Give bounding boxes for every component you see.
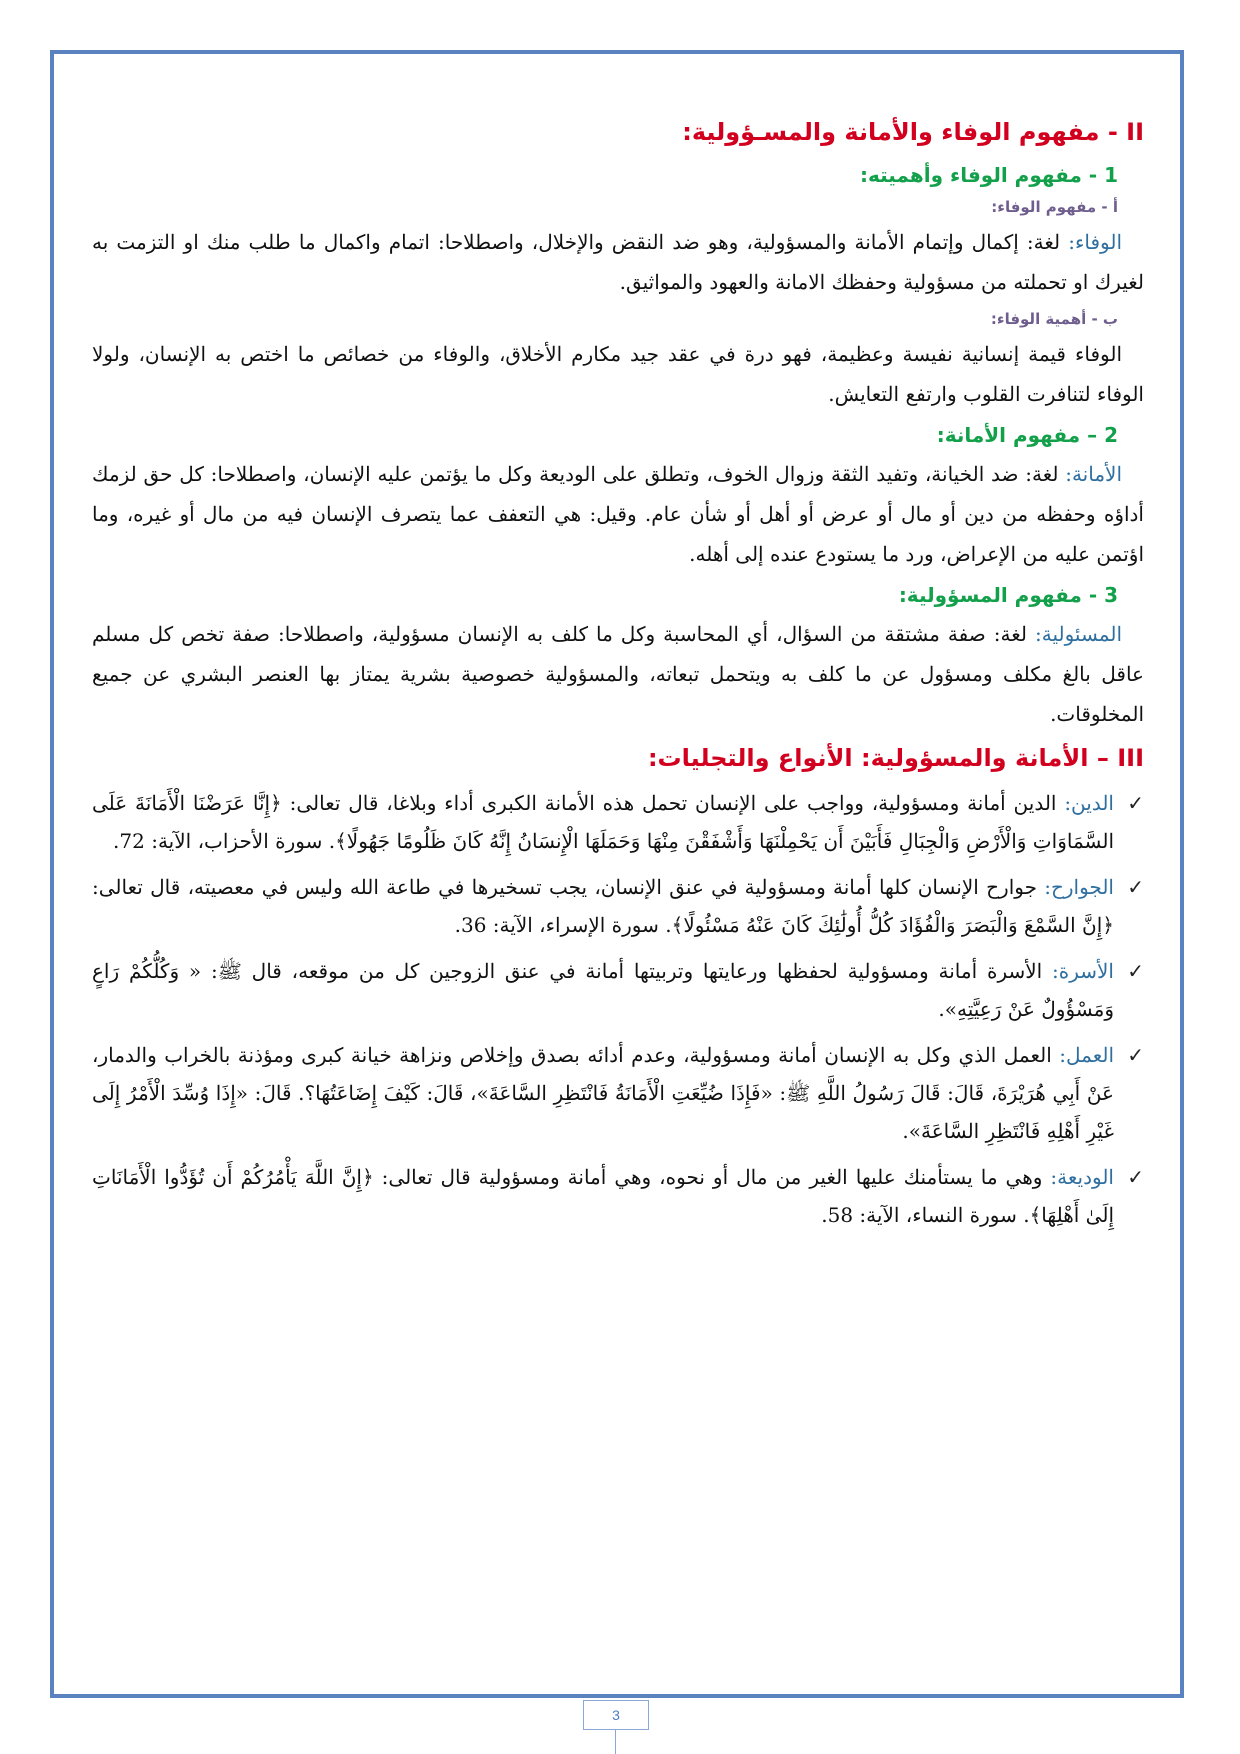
list-item-term: الأسرة:	[1052, 959, 1114, 983]
list-item	[92, 784, 1144, 860]
amana-definition-text: لغة: ضد الخيانة، وتفيد الثقة وزوال الخوف، وتطلق على الوديعة وكل ما يؤتمن عليه الإنسان، واصطلاحا: كل حق لزمك أداؤه وحفظه من دين أو مال أو عرض أو أهل أو شأن عام. وقيل: هي التعفف عما يتصرف الإنسان فيه من مال أو غيره، وما اؤتمن عليه من الإعراض، ورد ما يستودع عنده إلى أهله.	[92, 462, 1144, 566]
subsection-1a-title: أ - مفهوم الوفاء:	[991, 198, 1118, 216]
check-icon: ✓	[1127, 875, 1144, 899]
list-item-text: وهي ما يستأمنك عليها الغير من مال أو نحوه، وهي أمانة ومسؤولية قال تعالى: ﴿إِنَّ اللَّهَ يَأْمُرُكُمْ أَن تُؤَدُّوا الْأَمَانَاتِ إِلَىٰ أَهْلِهَا﴾. سورة النساء، الآية: 58.	[92, 1165, 1114, 1227]
list-item	[92, 952, 1144, 1028]
list-item-text: الدين أمانة ومسؤولية، وواجب على الإنسان تحمل هذه الأمانة الكبرى أداء وبلاغا، قال تعالى: ﴿إِنَّا عَرَضْنَا الْأَمَانَةَ عَلَى السَّمَاوَاتِ وَالْأَرْضِ وَالْجِبَالِ فَأَبَيْنَ أَن يَحْمِلْنَهَا وَأَشْفَقْنَ مِنْهَا وَحَمَلَهَا الْإِنسَانُ إِنَّهُ كَانَ ظَلُومًا جَهُولًا﴾. سورة الأحزاب، الآية: 72.	[92, 791, 1114, 853]
responsibility-definition	[92, 614, 1144, 734]
list-item-text: العمل الذي وكل به الإنسان أمانة ومسؤولية، وعدم أدائه بصدق وإخلاص ونزاهة خيانة كبرى ومؤذنة بالخراب والدمار، عَنْ أَبِي هُرَيْرَةَ، قَالَ: قَالَ رَسُولُ اللَّهِ ﷺ: «فَإِذَا ضُيِّعَتِ الْأَمَانَةُ فَانْتَظِرِ السَّاعَةَ»، قَالَ: كَيْفَ إِضَاعَتُهَا؟. قَالَ: «إِذَا وُسِّدَ الْأَمْرُ إِلَى غَيْرِ أَهْلِهِ فَانْتَظِرِ السَّاعَةَ».	[92, 1043, 1114, 1143]
wafa-definition	[92, 222, 1144, 302]
page-number-connector	[615, 1730, 616, 1754]
section-3-title: III – الأمانة والمسؤولية: الأنواع والتجليات:	[647, 744, 1144, 772]
amana-definition	[92, 454, 1144, 574]
list-item-text: الأسرة أمانة ومسؤولية لحفظها ورعايتها وتربيتها أمانة في عنق الزوجين كل من موقعه، قال ﷺ: « وَكُلُّكُمْ رَاعٍ وَمَسْؤُولٌ عَنْ رَعِيَّتِهِ».	[92, 959, 1114, 1021]
types-list	[92, 784, 1144, 1234]
list-item-term: الوديعة:	[1050, 1165, 1114, 1189]
list-item	[92, 1036, 1144, 1150]
subsection-1b-title: ب - أهمية الوفاء:	[990, 310, 1118, 328]
subsection-1-title: 1 - مفهوم الوفاء وأهميته:	[859, 163, 1118, 187]
list-item-term: الدين:	[1064, 791, 1114, 815]
check-icon: ✓	[1127, 959, 1144, 983]
list-item-term: الجوارح:	[1044, 875, 1114, 899]
subsection-2-title: 2 – مفهوم الأمانة:	[936, 423, 1118, 447]
responsibility-definition-text: لغة: صفة مشتقة من السؤال، أي المحاسبة وكل ما كلف به الإنسان مسؤولية، واصطلاحا: صفة تخص كل مسلم عاقل بالغ مكلف ومسؤول عن ما كلف به ويتحمل تبعاته، والمسؤولية خصوصية بشرية يمتاز بها العنصر البشري عن جميع المخلوقات.	[92, 622, 1144, 726]
document-body	[92, 112, 1144, 1242]
section-2-title: II - مفهوم الوفاء والأمانة والمسـؤولية:	[682, 118, 1144, 146]
list-item-text: جوارح الإنسان كلها أمانة ومسؤولية في عنق الإنسان، يجب تسخيرها في طاعة الله وليس في معصيته، قال تعالى: ﴿إِنَّ السَّمْعَ وَالْبَصَرَ وَالْفُؤَادَ كُلُّ أُولَٰئِكَ كَانَ عَنْهُ مَسْئُولًا﴾. سورة الإسراء، الآية: 36.	[92, 875, 1114, 937]
list-item	[92, 868, 1144, 944]
page-number: 3	[583, 1700, 649, 1730]
responsibility-term: المسئولية:	[1034, 622, 1122, 646]
subsection-3-title: 3 - مفهوم المسؤولية:	[898, 583, 1118, 607]
wafa-definition-text: لغة: إكمال وإتمام الأمانة والمسؤولية، وهو ضد النقض والإخلال، واصطلاحا: اتمام واكمال ما طلب منك او التزمت به لغيرك او تحملته من مسؤولية وحفظك الامانة والعهود والمواثيق.	[92, 230, 1144, 294]
check-icon: ✓	[1127, 791, 1144, 815]
check-icon: ✓	[1127, 1043, 1144, 1067]
list-item-term: العمل:	[1059, 1043, 1114, 1067]
wafa-importance: الوفاء قيمة إنسانية نفيسة وعظيمة، فهو درة في عقد جيد مكارم الأخلاق، والوفاء من خصائص ما اختص به الإنسان، ولولا الوفاء لتنافرت القلوب وارتفع التعايش.	[92, 342, 1144, 406]
wafa-term: الوفاء:	[1068, 230, 1122, 254]
amana-term: الأمانة:	[1065, 462, 1122, 486]
list-item	[92, 1158, 1144, 1234]
check-icon: ✓	[1127, 1165, 1144, 1189]
